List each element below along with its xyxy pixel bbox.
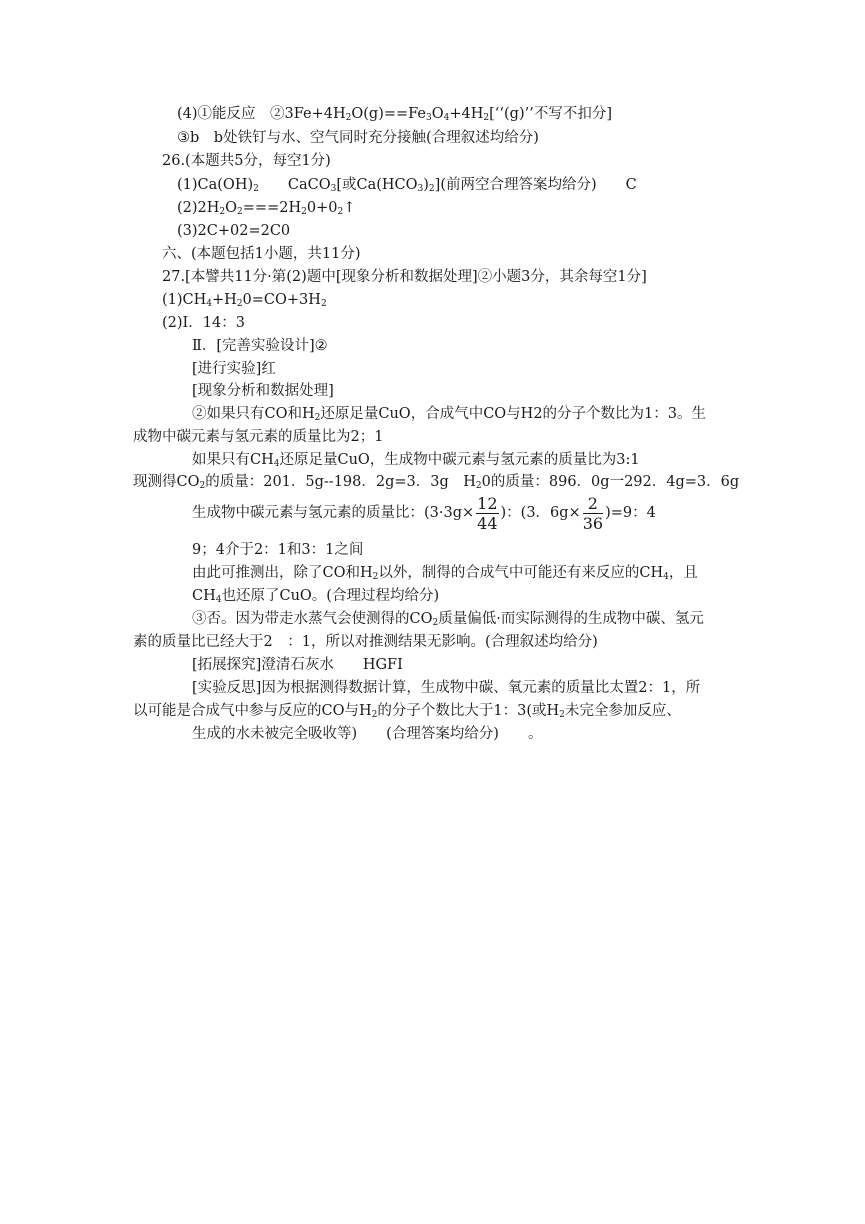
subscript: 2 bbox=[475, 481, 482, 491]
subscript: 2 bbox=[320, 299, 327, 309]
section-6-heading: 六、(本题包括1小题，共11分) bbox=[162, 246, 361, 262]
subscript: 2 bbox=[237, 207, 243, 217]
denominator: 36 bbox=[582, 513, 604, 533]
subscript: 2 bbox=[483, 113, 490, 123]
text: 0的质量：896．0g一292．4g=3．6g bbox=[481, 474, 740, 490]
q26-part3: (3)2C+02=2C0 bbox=[177, 223, 291, 239]
text: 生成物中碳元素与氢元素的质量比：(3·3g× bbox=[192, 505, 475, 521]
text: 如果只有CH bbox=[192, 452, 274, 468]
text: 还原足量CuO，生成物中碳元素与氢元素的质量比为3:1 bbox=[279, 452, 640, 468]
text: O bbox=[431, 106, 444, 122]
text: (2)2H bbox=[177, 200, 220, 216]
text: (1)CH bbox=[162, 292, 207, 308]
text: )：(3．6g× bbox=[500, 505, 581, 521]
subscript: 4 bbox=[215, 595, 222, 605]
analysis-para2 bbox=[192, 450, 640, 470]
text: 也还原了CuO。(合理过程均给分) bbox=[221, 588, 440, 604]
subscript: 2 bbox=[559, 710, 565, 720]
text: ②如果只有CO和H bbox=[192, 406, 315, 422]
text: 由此可推测出，除了CO和H bbox=[192, 565, 373, 581]
subscript: 2 bbox=[301, 207, 307, 217]
text: (4)①能反应 ②3Fe+4H bbox=[177, 106, 346, 122]
fraction-12-44 bbox=[476, 494, 498, 533]
numerator: 2 bbox=[583, 494, 603, 514]
text: ，且 bbox=[668, 565, 698, 581]
reflection-line3: 生成的水未被完全吸收等) (合理答案均给分) 。 bbox=[192, 726, 543, 742]
text: ](前两空合理答案均给分) C bbox=[434, 177, 637, 193]
analysis-heading: [现象分析和数据处理] bbox=[192, 383, 334, 399]
q25-part4-line1 bbox=[177, 104, 612, 124]
subscript: 2 bbox=[337, 207, 344, 217]
subscript: 4 bbox=[273, 459, 280, 469]
reflection-line1: [实验反思]因为根据测得数据计算，生成物中碳、氧元素的质量比太置2：1，所 bbox=[192, 680, 701, 696]
text: ) bbox=[423, 177, 429, 193]
subscript: 2 bbox=[219, 207, 226, 217]
text: )=9：4 bbox=[605, 505, 656, 521]
text: (1)Ca(OH) bbox=[177, 177, 254, 193]
subscript: 4 bbox=[663, 572, 669, 582]
inference-line2 bbox=[192, 586, 439, 606]
text: 未完全参加反应、 bbox=[564, 703, 681, 719]
subscript: 2 bbox=[428, 184, 435, 194]
inference-line1 bbox=[192, 563, 698, 583]
reflection-line2 bbox=[133, 701, 681, 721]
text: ③否。因为带走水蒸气会使测得的CO bbox=[192, 611, 433, 627]
q27-part1 bbox=[162, 290, 327, 310]
analysis-para1-line1 bbox=[192, 404, 706, 424]
text: [‘‘(g)’’不写不扣分] bbox=[489, 106, 612, 122]
q26-part1 bbox=[177, 175, 637, 195]
text: 0+0 bbox=[306, 200, 338, 216]
text: 以可能是合成气中参与反应的CO与H bbox=[133, 703, 372, 719]
mass-ratio-equation bbox=[192, 492, 656, 534]
subscript: 2 bbox=[314, 413, 321, 423]
experiment-line: [进行实验]红 bbox=[192, 361, 276, 377]
text: ↑ bbox=[343, 200, 356, 216]
text: ===2H bbox=[242, 200, 302, 216]
subscript: 3 bbox=[426, 113, 432, 123]
text: 的质量：201．5g--198．2g=3．3g H bbox=[205, 474, 476, 490]
subscript: 2 bbox=[432, 618, 439, 628]
fraction-2-36 bbox=[583, 494, 603, 533]
subscript: 4 bbox=[443, 113, 450, 123]
text: 的分子个数比大于1：3(或H bbox=[377, 703, 560, 719]
numerator: 12 bbox=[477, 493, 498, 513]
q27-part2-i: (2)I．14：3 bbox=[162, 315, 245, 331]
text: CaCO bbox=[258, 177, 331, 193]
q27-part2-ii: Ⅱ．[完善实验设计]② bbox=[192, 338, 328, 354]
q26-part2 bbox=[177, 198, 355, 218]
text: +H bbox=[212, 292, 237, 308]
measurement-line bbox=[133, 472, 739, 492]
denominator: 44 bbox=[477, 513, 498, 533]
q26-heading: 26.(本题共5分，每空1分) bbox=[162, 153, 331, 169]
text: O bbox=[225, 200, 238, 216]
analysis-para1-line2: 成物中碳元素与氢元素的质量比为2；1 bbox=[133, 429, 384, 445]
q25-part4-line2: ③b b处铁钉与水、空气同时充分接触(合理叙述均给分) bbox=[177, 130, 539, 146]
subscript: 2 bbox=[372, 572, 379, 582]
text: 还原足量CuO，合成气中CO与H2的分子个数比为1：3。生 bbox=[320, 406, 706, 422]
text: 以外，制得的合成气中可能还有来反应的CH bbox=[378, 565, 664, 581]
subscript: 3 bbox=[330, 184, 337, 194]
text: CH bbox=[192, 588, 216, 604]
text: [或Ca(HCO bbox=[336, 177, 418, 193]
text: +4H bbox=[449, 106, 484, 122]
subscript: 2 bbox=[253, 184, 259, 194]
subscript: 4 bbox=[206, 299, 213, 309]
text: 0=CO+3H bbox=[242, 292, 321, 308]
subscript: 2 bbox=[371, 710, 378, 720]
subscript: 2 bbox=[345, 113, 352, 123]
subscript: 2 bbox=[199, 481, 206, 491]
q27-heading: 27.[本譬共11分·第(2)题中[现象分析和数据处理]②小题3分，其余每空1分] bbox=[162, 269, 647, 285]
ratio-comparison: 9；4介于2：1和3：1之间 bbox=[192, 542, 364, 558]
text: 质量偏低·而实际测得的生成物中碳、氢元 bbox=[438, 611, 704, 627]
subscript: 3 bbox=[417, 184, 424, 194]
part3-line1 bbox=[192, 609, 704, 629]
subscript: 2 bbox=[236, 299, 243, 309]
text: 现测得CO bbox=[133, 474, 200, 490]
extension-line: [拓展探究]澄清石灰水 HGFI bbox=[192, 657, 403, 673]
part3-line2: 素的质量比已经大于2 ：1，所以对推测结果无影响。(合理叙述均给分) bbox=[133, 634, 598, 650]
text: O(g)==Fe bbox=[351, 106, 427, 122]
